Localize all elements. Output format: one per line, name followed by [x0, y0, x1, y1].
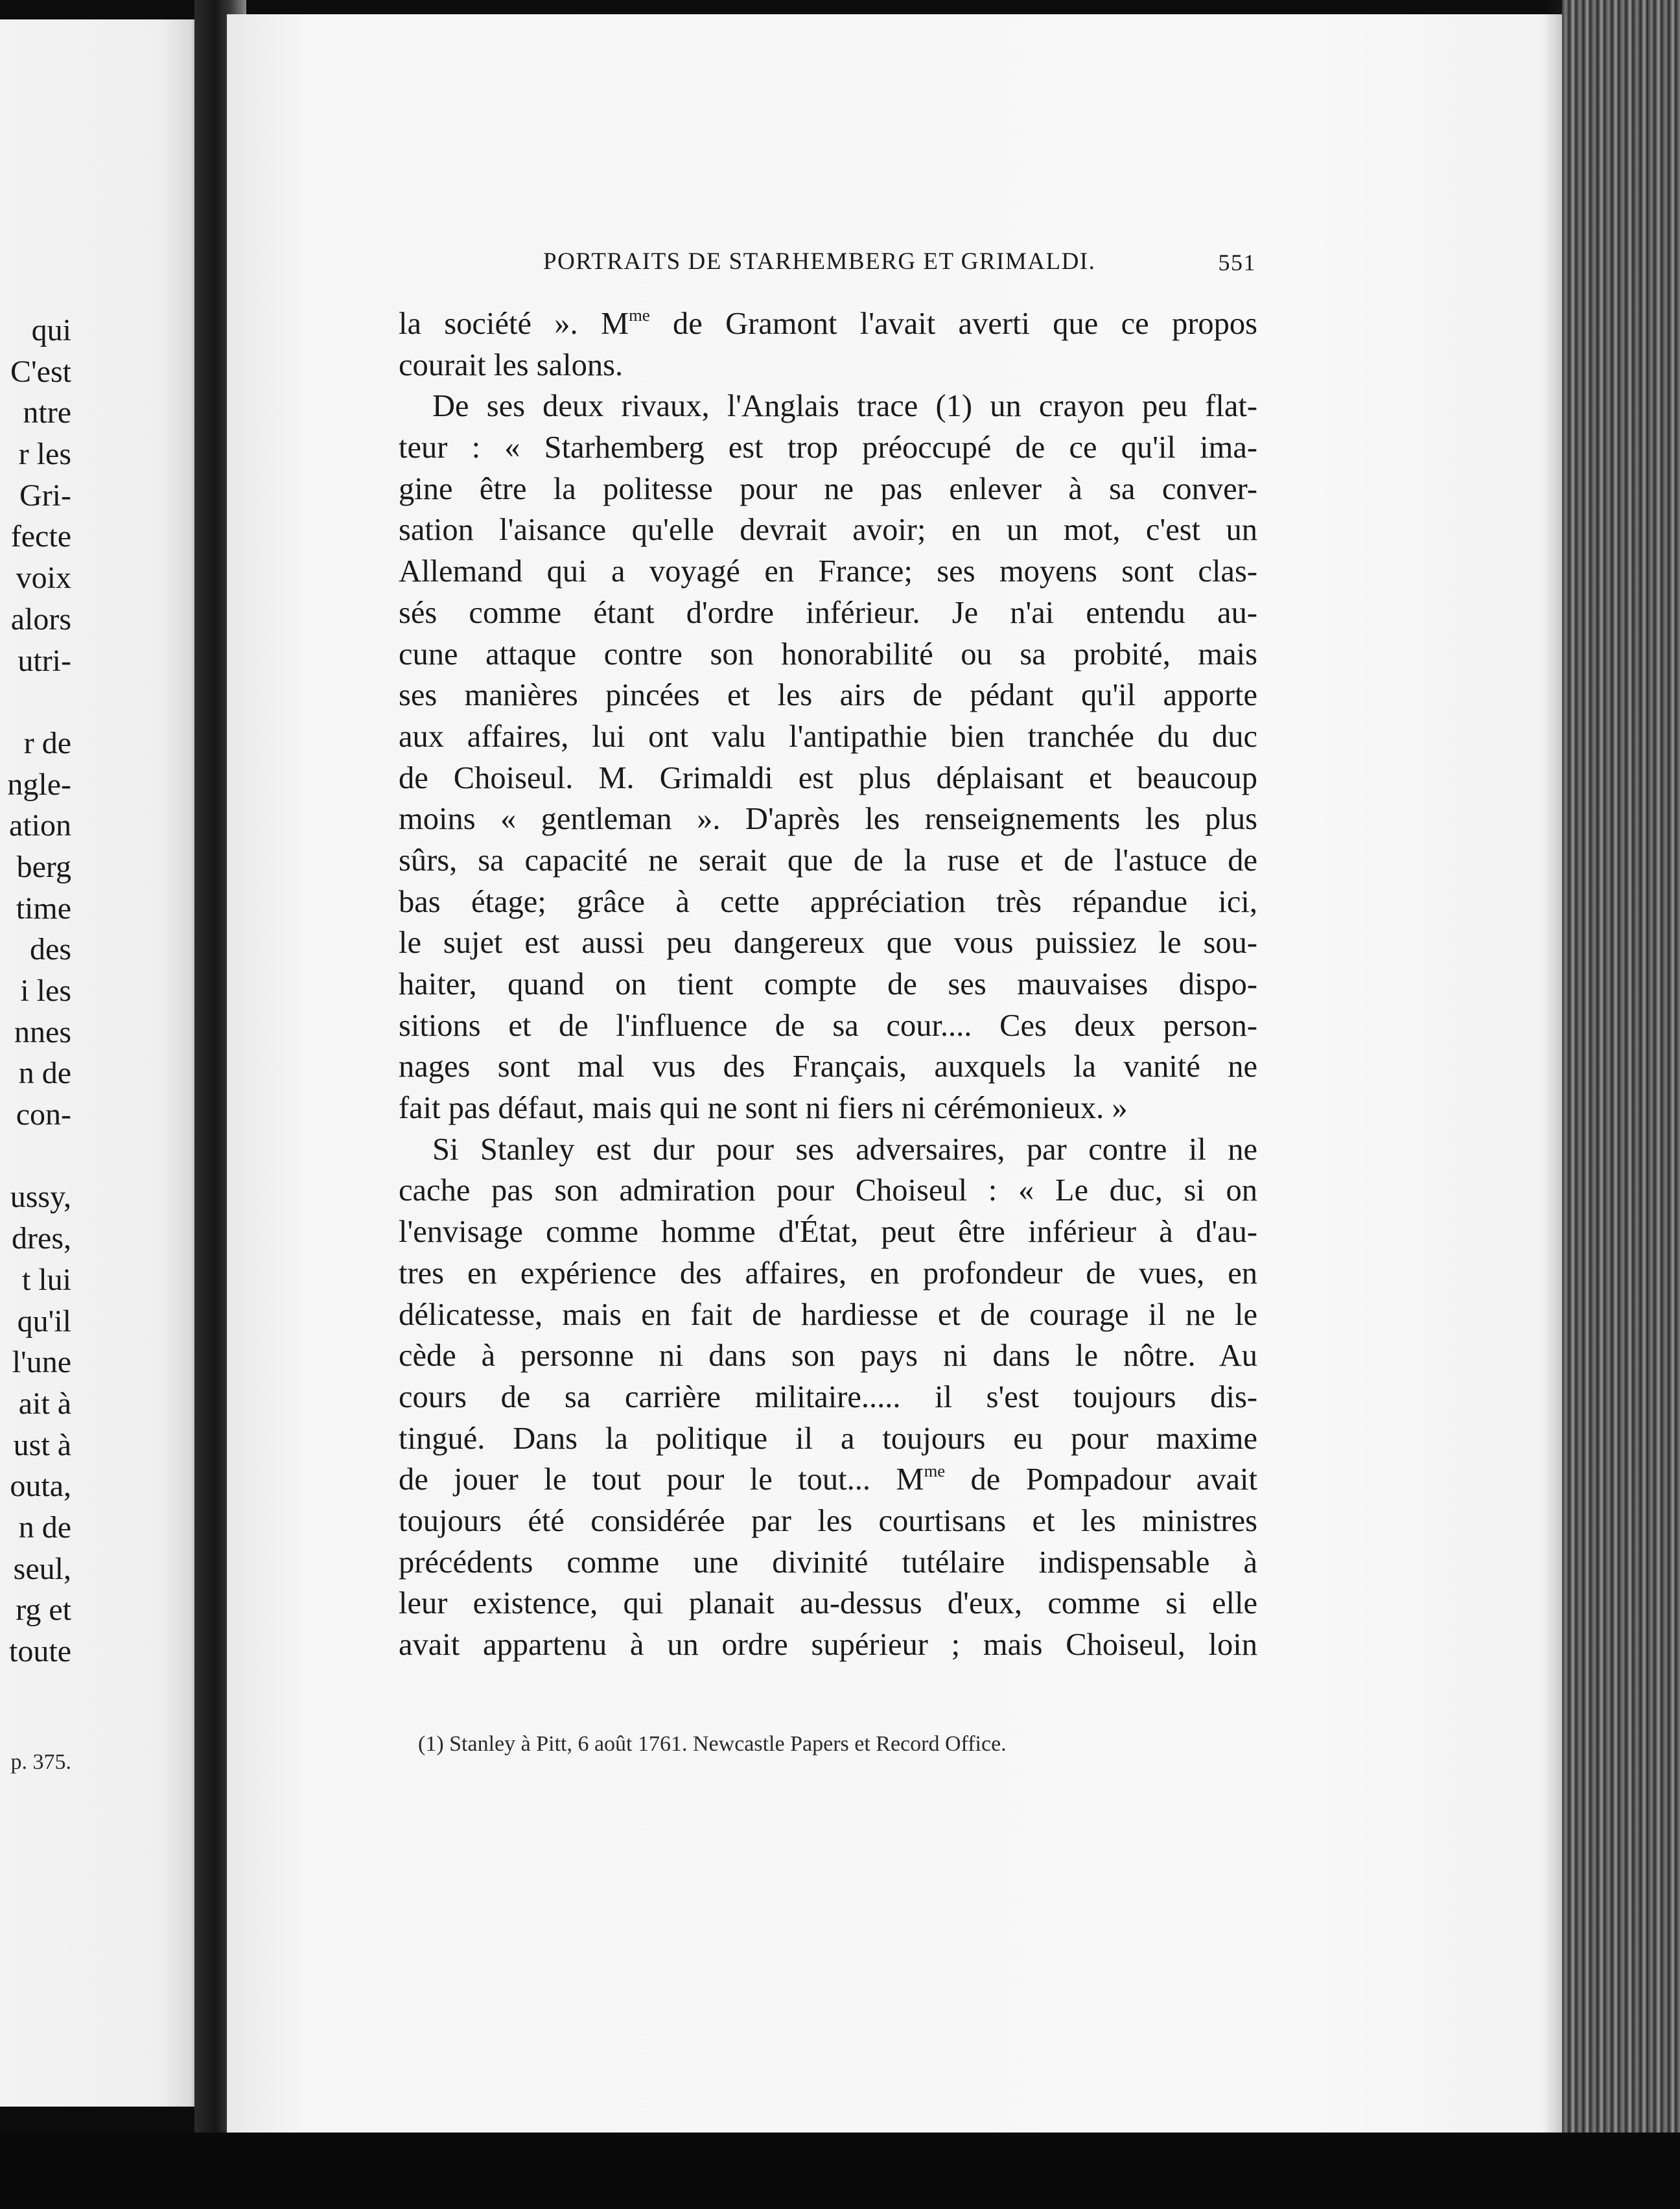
- text-line: gine être la politesse pour ne pas enlever à sa conver-: [399, 471, 1257, 506]
- left-page-line: toute: [9, 1634, 71, 1668]
- text-line: délicatesse, mais en fait de hardiesse et de courage il ne le: [399, 1297, 1257, 1332]
- left-page-line: ntre: [23, 395, 71, 430]
- text-line: Allemand qui a voyagé en France; ses moyens sont clas-: [399, 554, 1257, 589]
- text-line: Si Stanley est dur pour ses adversaires, par contre il ne: [432, 1132, 1257, 1167]
- left-page-line: time: [16, 891, 71, 926]
- text-line: l'envisage comme homme d'État, peut être inférieur à d'au-: [399, 1215, 1257, 1250]
- text-line: tres en expérience des affaires, en profondeur de vues, en: [399, 1256, 1257, 1291]
- body-text: [399, 303, 1257, 1666]
- left-page-line: outa,: [10, 1469, 71, 1504]
- text-line: de jouer le tout pour le tout... $M^{me}$ de Pompadour avait: [399, 1461, 1258, 1497]
- text-line: sés comme étant d'ordre inférieur. Je n'ai entendu au-: [399, 595, 1257, 630]
- text-line: cache pas son admiration pour Choiseul : « Le duc, si on: [399, 1173, 1257, 1208]
- text-line: précédents comme une divinité tutélaire indispensable à: [399, 1545, 1257, 1580]
- left-page-line: ngle-: [7, 767, 71, 802]
- left-page-line: ait à: [18, 1386, 71, 1421]
- left-page-line: n de: [18, 1056, 71, 1091]
- left-page-line: fecte: [10, 519, 71, 554]
- text-line: sûrs, sa capacité ne serait que de la ruse et de l'astuce de: [399, 843, 1257, 878]
- left-page-line: r les: [18, 437, 71, 472]
- left-page-line: qui: [31, 313, 71, 347]
- left-page-line: alors: [10, 602, 71, 637]
- text-line: avait appartenu à un ordre supérieur ; mais Choiseul, loin: [399, 1628, 1257, 1662]
- text-line: de Choiseul. M. Grimaldi est plus déplaisant et beaucoup: [399, 760, 1257, 795]
- text-line: le sujet est aussi peu dangereux que vous puissiez le sou-: [399, 926, 1257, 961]
- book-page-edges: [1562, 0, 1680, 2139]
- left-page-line: r de: [23, 725, 71, 760]
- left-page-line: [0, 1136, 71, 1177]
- text-line: sitions et de l'influence de sa cour.... Ces deux person-: [399, 1008, 1257, 1043]
- text-line: ses manières pincées et les airs de pédant qu'il apporte: [399, 678, 1257, 713]
- text-line: fait pas défaut, mais qui ne sont ni fiers ni cérémonieux. »: [399, 1091, 1128, 1126]
- text-line: la société ». $M^{me}$ de Gramont l'avait averti que ce propos: [399, 305, 1258, 341]
- left-page-line: seul,: [13, 1551, 71, 1586]
- left-page-line: voix: [16, 561, 71, 596]
- left-page-line: ust à: [13, 1427, 71, 1462]
- left-page-text: [0, 310, 71, 1672]
- running-head: [543, 248, 1256, 286]
- footnote: (1) Stanley à Pitt, 6 août 1761. Newcastle Papers et Record Office.: [418, 1732, 1007, 1756]
- text-line: cours de sa carrière militaire..... il s'est toujours dis-: [399, 1379, 1257, 1414]
- text-line: De ses deux rivaux, l'Anglais trace (1) un crayon peu flat-: [432, 389, 1257, 424]
- text-line: courait les salons.: [399, 347, 624, 382]
- left-page-footnote-fragment: p. 375.: [10, 1750, 71, 1774]
- left-page-line: berg: [16, 849, 71, 884]
- text-line: aux affaires, lui ont valu l'antipathie bien tranchée du duc: [399, 719, 1257, 754]
- left-page-line: C'est: [10, 354, 71, 389]
- text-line: cune attaque contre son honorabilité ou sa probité, mais: [399, 637, 1257, 672]
- left-page-line: ation: [9, 808, 71, 843]
- left-page-line: utri-: [18, 643, 71, 678]
- text-line: bas étage; grâce à cette appréciation très répandue ici,: [399, 884, 1257, 919]
- left-page-line: ussy,: [10, 1180, 71, 1215]
- text-line: tingué. Dans la politique il a toujours eu pour maxime: [399, 1421, 1257, 1456]
- text-line: cède à personne ni dans son pays ni dans le nôtre. Au: [399, 1338, 1257, 1373]
- left-page-line: rg et: [16, 1593, 71, 1628]
- left-page-fragment: [0, 19, 201, 2107]
- left-page-line: [0, 681, 71, 723]
- left-page-line: n de: [18, 1510, 71, 1545]
- scan-bottom-border: [0, 2133, 1680, 2209]
- text-line: nages sont mal vus des Français, auxquels la vanité ne: [399, 1049, 1257, 1084]
- left-page-line: Gri-: [19, 478, 71, 513]
- left-page-line: con-: [16, 1097, 71, 1132]
- left-page-line: i les: [20, 974, 71, 1008]
- left-page-line: t lui: [21, 1262, 71, 1297]
- text-line: haiter, quand on tient compte de ses mauvaises dispo-: [399, 967, 1257, 1001]
- left-page-line: qu'il: [17, 1303, 71, 1338]
- left-page-line: nnes: [14, 1014, 71, 1049]
- text-line: moins « gentleman ». D'après les renseignements les plus: [399, 802, 1257, 837]
- left-page-line: l'une: [12, 1345, 71, 1380]
- text-line: sation l'aisance qu'elle devrait avoir; en un mot, c'est un: [399, 513, 1257, 548]
- text-line: leur existence, qui planait au-dessus d'eux, comme si elle: [399, 1586, 1257, 1621]
- page-number: 551: [1218, 250, 1256, 275]
- left-page-line: des: [30, 932, 71, 967]
- running-title: PORTRAITS DE STARHEMBERG ET GRIMALDI.: [543, 248, 1096, 275]
- text-line: teur : « Starhemberg est trop préoccupé de ce qu'il ima-: [399, 430, 1257, 465]
- left-page-line: dres,: [12, 1221, 71, 1256]
- text-line: toujours été considérée par les courtisans et les ministres: [399, 1503, 1257, 1538]
